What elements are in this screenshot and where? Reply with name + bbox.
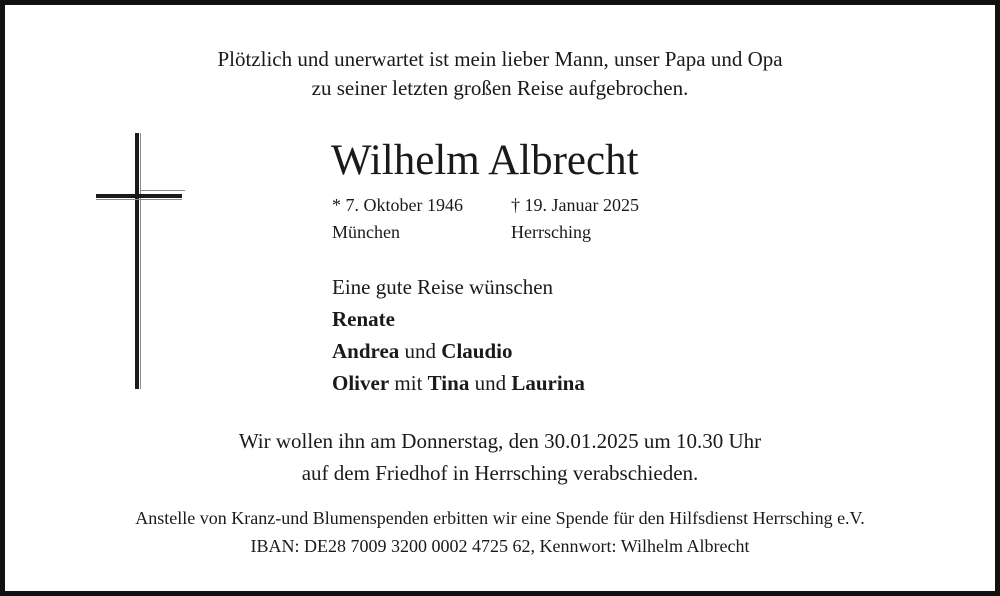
- ceremony-line-1: Wir wollen ihn am Donnerstag, den 30.01.2025 um 10.30 Uhr: [238, 429, 762, 453]
- family-member: Andrea: [332, 339, 400, 363]
- death-place: Herrsching: [511, 222, 591, 242]
- family-member: Tina: [427, 371, 470, 395]
- cross-icon: [93, 131, 193, 393]
- conjunction: und: [404, 339, 437, 363]
- family-line: [332, 335, 585, 367]
- intro-line-1: Plötzlich und unerwartet ist mein lieber Mann, unser Papa und Opa: [217, 47, 783, 71]
- intro-line-2: zu seiner letzten großen Reise aufgebrochen.: [311, 76, 689, 100]
- death-date: † 19. Januar 2025: [511, 195, 639, 215]
- birth-info: [332, 192, 463, 246]
- family-member: Laurina: [511, 371, 585, 395]
- family-member: Oliver: [332, 371, 390, 395]
- family-line: [332, 367, 585, 399]
- family-intro: Eine gute Reise wünschen: [332, 275, 554, 299]
- birth-place: München: [332, 222, 400, 242]
- family-signatures: [332, 271, 585, 399]
- donation-line-1: Anstelle von Kranz-und Blumenspenden erbitten wir eine Spende für den Hilfsdienst Herrsching e.V.: [135, 508, 865, 528]
- family-member: Renate: [332, 307, 395, 331]
- donation-info: [5, 504, 995, 560]
- death-info: [511, 192, 639, 246]
- conjunction: mit: [394, 371, 423, 395]
- birth-date: * 7. Oktober 1946: [332, 195, 463, 215]
- donation-line-2: IBAN: DE28 7009 3200 0002 4725 62, Kennwort: Wilhelm Albrecht: [250, 536, 750, 556]
- ceremony-line-2: auf dem Friedhof in Herrsching verabschieden.: [301, 461, 699, 485]
- deceased-name: Wilhelm Albrecht: [331, 137, 639, 184]
- family-line: [332, 303, 585, 335]
- ceremony-info: [5, 425, 995, 489]
- family-member: Claudio: [441, 339, 513, 363]
- conjunction: und: [474, 371, 507, 395]
- intro-text: [5, 45, 995, 103]
